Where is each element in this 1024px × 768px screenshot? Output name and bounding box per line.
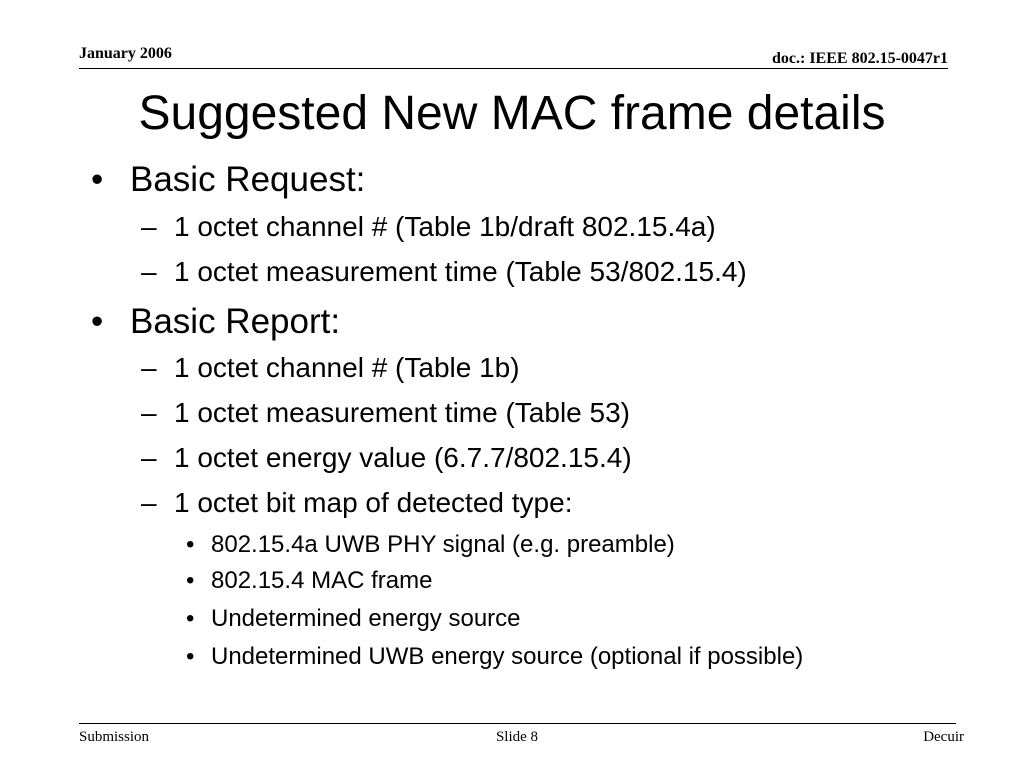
- sub-sub-bullet-marker: •: [186, 605, 195, 632]
- sub-bullet-marker: –: [141, 352, 157, 383]
- sub-bullet-item: 1 octet measurement time (Table 53): [174, 397, 630, 428]
- sub-bullet-item: 1 octet energy value (6.7.7/802.15.4): [174, 442, 632, 473]
- bullet-basic-request: Basic Request:: [130, 160, 366, 199]
- sub-bullet-marker: –: [141, 211, 157, 242]
- footer-author: Decuir: [923, 729, 964, 745]
- sub-bullet-marker: –: [141, 256, 157, 287]
- footer-slide-number: Slide 8: [495, 729, 539, 745]
- footer-submission: Submission: [79, 729, 150, 745]
- sub-bullet-item: 1 octet measurement time (Table 53/802.15.4): [174, 256, 747, 287]
- sub-sub-bullet-marker: •: [186, 531, 195, 558]
- bullet-marker: •: [91, 302, 104, 341]
- sub-bullet-marker: –: [141, 397, 157, 428]
- sub-bullet-marker: –: [141, 487, 157, 518]
- header-date: January 2006: [79, 45, 172, 62]
- sub-sub-bullet-item: Undetermined UWB energy source (optional if possible): [211, 643, 804, 670]
- footer-divider: [79, 723, 956, 724]
- sub-bullet-item: 1 octet channel # (Table 1b): [174, 352, 520, 383]
- bullet-marker: •: [91, 160, 104, 199]
- sub-bullet-item: 1 octet channel # (Table 1b/draft 802.15.4a): [174, 211, 716, 242]
- sub-bullet-item: 1 octet bit map of detected type:: [174, 487, 573, 518]
- header-doc-id: doc.: IEEE 802.15-0047r1: [772, 50, 948, 67]
- sub-sub-bullet-marker: •: [186, 643, 195, 670]
- bullet-basic-report: Basic Report:: [130, 302, 341, 341]
- sub-sub-bullet-item: Undetermined energy source: [211, 605, 521, 632]
- sub-sub-bullet-marker: •: [186, 567, 195, 594]
- sub-sub-bullet-item: 802.15.4a UWB PHY signal (e.g. preamble): [211, 531, 675, 558]
- sub-bullet-marker: –: [141, 442, 157, 473]
- slide-title: Suggested New MAC frame details: [138, 87, 886, 140]
- sub-sub-bullet-item: 802.15.4 MAC frame: [211, 567, 433, 594]
